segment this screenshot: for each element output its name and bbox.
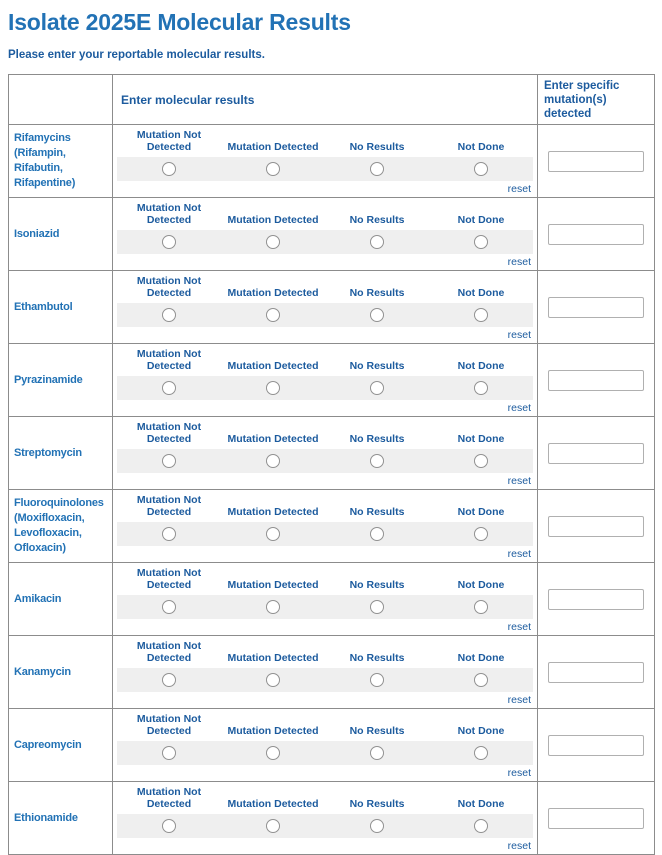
option-labels: [117, 712, 533, 739]
reset-row: [117, 181, 533, 195]
option-label: Not Done: [457, 360, 505, 372]
reset-row: [117, 327, 533, 341]
mutation-cell: [538, 490, 655, 563]
radio-no-results[interactable]: [370, 308, 384, 322]
drug-name: Kanamycin: [9, 636, 113, 709]
radio-not-done[interactable]: [474, 162, 488, 176]
radio-mutation-detected[interactable]: [266, 235, 280, 249]
radio-not-done[interactable]: [474, 235, 488, 249]
radio-mutation-not-detected[interactable]: [162, 454, 176, 468]
reset-row: [117, 765, 533, 779]
reset-link[interactable]: reset: [507, 256, 531, 268]
option-labels: [117, 566, 533, 593]
results-cell: [113, 271, 538, 344]
option-labels: [117, 639, 533, 666]
table-row: [9, 417, 655, 490]
option-label: Mutation Detected: [227, 725, 319, 737]
option-labels: [117, 274, 533, 301]
option-label: Mutation Detected: [227, 652, 319, 664]
drug-name: Capreomycin: [9, 709, 113, 782]
option-label: Mutation Not Detected: [136, 274, 202, 299]
results-cell: [113, 782, 538, 855]
radio-no-results[interactable]: [370, 454, 384, 468]
radio-mutation-not-detected[interactable]: [162, 162, 176, 176]
radio-not-done[interactable]: [474, 600, 488, 614]
reset-link[interactable]: reset: [507, 329, 531, 341]
mutation-cell: [538, 125, 655, 198]
mutation-cell: [538, 198, 655, 271]
radio-mutation-detected[interactable]: [266, 819, 280, 833]
option-label: No Results: [349, 579, 405, 591]
option-label: Not Done: [457, 506, 505, 518]
table-row: [9, 709, 655, 782]
mutation-input[interactable]: [548, 516, 644, 537]
radio-mutation-detected[interactable]: [266, 600, 280, 614]
reset-row: [117, 692, 533, 706]
drug-name: Ethambutol: [9, 271, 113, 344]
reset-link[interactable]: reset: [507, 548, 531, 560]
radio-mutation-detected[interactable]: [266, 381, 280, 395]
option-label: Mutation Detected: [227, 287, 319, 299]
drug-name: Pyrazinamide: [9, 344, 113, 417]
option-labels: [117, 347, 533, 374]
reset-link[interactable]: reset: [507, 840, 531, 852]
drug-name: Fluoroquinolones (Moxifloxacin, Levofloxacin, Ofloxacin): [9, 490, 113, 563]
radio-mutation-not-detected[interactable]: [162, 819, 176, 833]
table-row: [9, 125, 655, 198]
mutation-input[interactable]: [548, 808, 644, 829]
drug-name: Ethionamide: [9, 782, 113, 855]
option-label: Mutation Not Detected: [136, 128, 202, 153]
results-cell: [113, 198, 538, 271]
radio-mutation-detected[interactable]: [266, 454, 280, 468]
option-label: Not Done: [457, 287, 505, 299]
option-label: Mutation Detected: [227, 798, 319, 810]
option-label: Mutation Detected: [227, 360, 319, 372]
radio-not-done[interactable]: [474, 381, 488, 395]
radio-mutation-not-detected[interactable]: [162, 527, 176, 541]
mutation-column-header: Enter specific mutation(s) detected: [538, 75, 655, 125]
reset-link[interactable]: reset: [507, 767, 531, 779]
results-column-header: Enter molecular results: [113, 75, 538, 125]
option-label: No Results: [349, 141, 405, 153]
mutation-input[interactable]: [548, 443, 644, 464]
option-label: No Results: [349, 798, 405, 810]
results-cell: [113, 125, 538, 198]
table-row: [9, 344, 655, 417]
option-label: Mutation Detected: [227, 579, 319, 591]
option-label: Mutation Not Detected: [136, 493, 202, 518]
reset-row: [117, 400, 533, 414]
page-title: Isolate 2025E Molecular Results: [8, 9, 351, 35]
option-label: Not Done: [457, 652, 505, 664]
results-cell: [113, 563, 538, 636]
radio-mutation-not-detected[interactable]: [162, 381, 176, 395]
option-label: Not Done: [457, 725, 505, 737]
reset-link[interactable]: reset: [507, 183, 531, 195]
radio-not-done[interactable]: [474, 819, 488, 833]
mutation-input[interactable]: [548, 370, 644, 391]
radio-not-done[interactable]: [474, 746, 488, 760]
radio-no-results[interactable]: [370, 819, 384, 833]
radio-not-done[interactable]: [474, 673, 488, 687]
radio-no-results[interactable]: [370, 746, 384, 760]
radio-strip: [117, 741, 533, 765]
reset-row: [117, 254, 533, 268]
mutation-input[interactable]: [548, 151, 644, 172]
radio-no-results[interactable]: [370, 381, 384, 395]
reset-link[interactable]: reset: [507, 621, 531, 633]
table-row: [9, 198, 655, 271]
reset-row: [117, 546, 533, 560]
table-row: [9, 490, 655, 563]
radio-strip: [117, 814, 533, 838]
results-cell: [113, 636, 538, 709]
option-label: Mutation Detected: [227, 214, 319, 226]
option-label: Not Done: [457, 214, 505, 226]
table-row: [9, 782, 655, 855]
results-cell: [113, 417, 538, 490]
radio-mutation-not-detected[interactable]: [162, 673, 176, 687]
option-label: No Results: [349, 506, 405, 518]
option-labels: [117, 420, 533, 447]
option-labels: [117, 128, 533, 155]
mutation-cell: [538, 782, 655, 855]
option-label: Not Done: [457, 798, 505, 810]
radio-no-results[interactable]: [370, 600, 384, 614]
mutation-cell: [538, 271, 655, 344]
results-cell: [113, 490, 538, 563]
option-labels: [117, 493, 533, 520]
radio-not-done[interactable]: [474, 527, 488, 541]
results-cell: [113, 709, 538, 782]
radio-no-results[interactable]: [370, 673, 384, 687]
radio-strip: [117, 303, 533, 327]
mutation-input[interactable]: [548, 589, 644, 610]
mutation-cell: [538, 563, 655, 636]
radio-strip: [117, 595, 533, 619]
option-label: Mutation Detected: [227, 141, 319, 153]
mutation-input[interactable]: [548, 297, 644, 318]
reset-link[interactable]: reset: [507, 694, 531, 706]
option-label: No Results: [349, 287, 405, 299]
radio-not-done[interactable]: [474, 454, 488, 468]
option-label: Mutation Not Detected: [136, 785, 202, 810]
radio-mutation-not-detected[interactable]: [162, 746, 176, 760]
option-label: Not Done: [457, 579, 505, 591]
table-row: [9, 271, 655, 344]
drug-name: Streptomycin: [9, 417, 113, 490]
reset-row: [117, 838, 533, 852]
radio-strip: [117, 230, 533, 254]
option-label: Mutation Not Detected: [136, 201, 202, 226]
radio-strip: [117, 157, 533, 181]
radio-strip: [117, 376, 533, 400]
option-label: No Results: [349, 725, 405, 737]
option-label: Mutation Not Detected: [136, 566, 202, 591]
option-label: No Results: [349, 433, 405, 445]
reset-row: [117, 619, 533, 633]
option-label: Not Done: [457, 433, 505, 445]
reset-link[interactable]: reset: [507, 475, 531, 487]
table-row: [9, 563, 655, 636]
radio-mutation-detected[interactable]: [266, 162, 280, 176]
radio-mutation-detected[interactable]: [266, 308, 280, 322]
radio-mutation-detected[interactable]: [266, 673, 280, 687]
mutation-cell: [538, 344, 655, 417]
option-label: Mutation Not Detected: [136, 712, 202, 737]
option-label: No Results: [349, 652, 405, 664]
mutation-cell: [538, 709, 655, 782]
radio-mutation-detected[interactable]: [266, 746, 280, 760]
radio-mutation-detected[interactable]: [266, 527, 280, 541]
mutation-cell: [538, 417, 655, 490]
radio-strip: [117, 449, 533, 473]
option-label: Mutation Not Detected: [136, 347, 202, 372]
option-label: No Results: [349, 360, 405, 372]
radio-no-results[interactable]: [370, 527, 384, 541]
drug-name: Rifamycins (Rifampin, Rifabutin, Rifapentine): [9, 125, 113, 198]
option-label: Mutation Detected: [227, 506, 319, 518]
reset-link[interactable]: reset: [507, 402, 531, 414]
radio-mutation-not-detected[interactable]: [162, 308, 176, 322]
molecular-results-table: [8, 74, 655, 855]
option-label: Not Done: [457, 141, 505, 153]
option-labels: [117, 201, 533, 228]
mutation-input[interactable]: [548, 735, 644, 756]
radio-strip: [117, 668, 533, 692]
mutation-input[interactable]: [548, 662, 644, 683]
drug-name: Amikacin: [9, 563, 113, 636]
mutation-cell: [538, 636, 655, 709]
radio-mutation-not-detected[interactable]: [162, 600, 176, 614]
page-subtitle: Please enter your reportable molecular results.: [8, 49, 265, 61]
table-header-row: [9, 75, 655, 125]
results-cell: [113, 344, 538, 417]
radio-strip: [117, 522, 533, 546]
radio-no-results[interactable]: [370, 235, 384, 249]
option-label: Mutation Detected: [227, 433, 319, 445]
radio-not-done[interactable]: [474, 308, 488, 322]
drug-column-header: [9, 75, 113, 125]
radio-no-results[interactable]: [370, 162, 384, 176]
option-labels: [117, 785, 533, 812]
mutation-input[interactable]: [548, 224, 644, 245]
option-label: Mutation Not Detected: [136, 420, 202, 445]
drug-name: Isoniazid: [9, 198, 113, 271]
table-body: [9, 125, 655, 855]
option-label: No Results: [349, 214, 405, 226]
option-label: Mutation Not Detected: [136, 639, 202, 664]
reset-row: [117, 473, 533, 487]
table-row: [9, 636, 655, 709]
radio-mutation-not-detected[interactable]: [162, 235, 176, 249]
